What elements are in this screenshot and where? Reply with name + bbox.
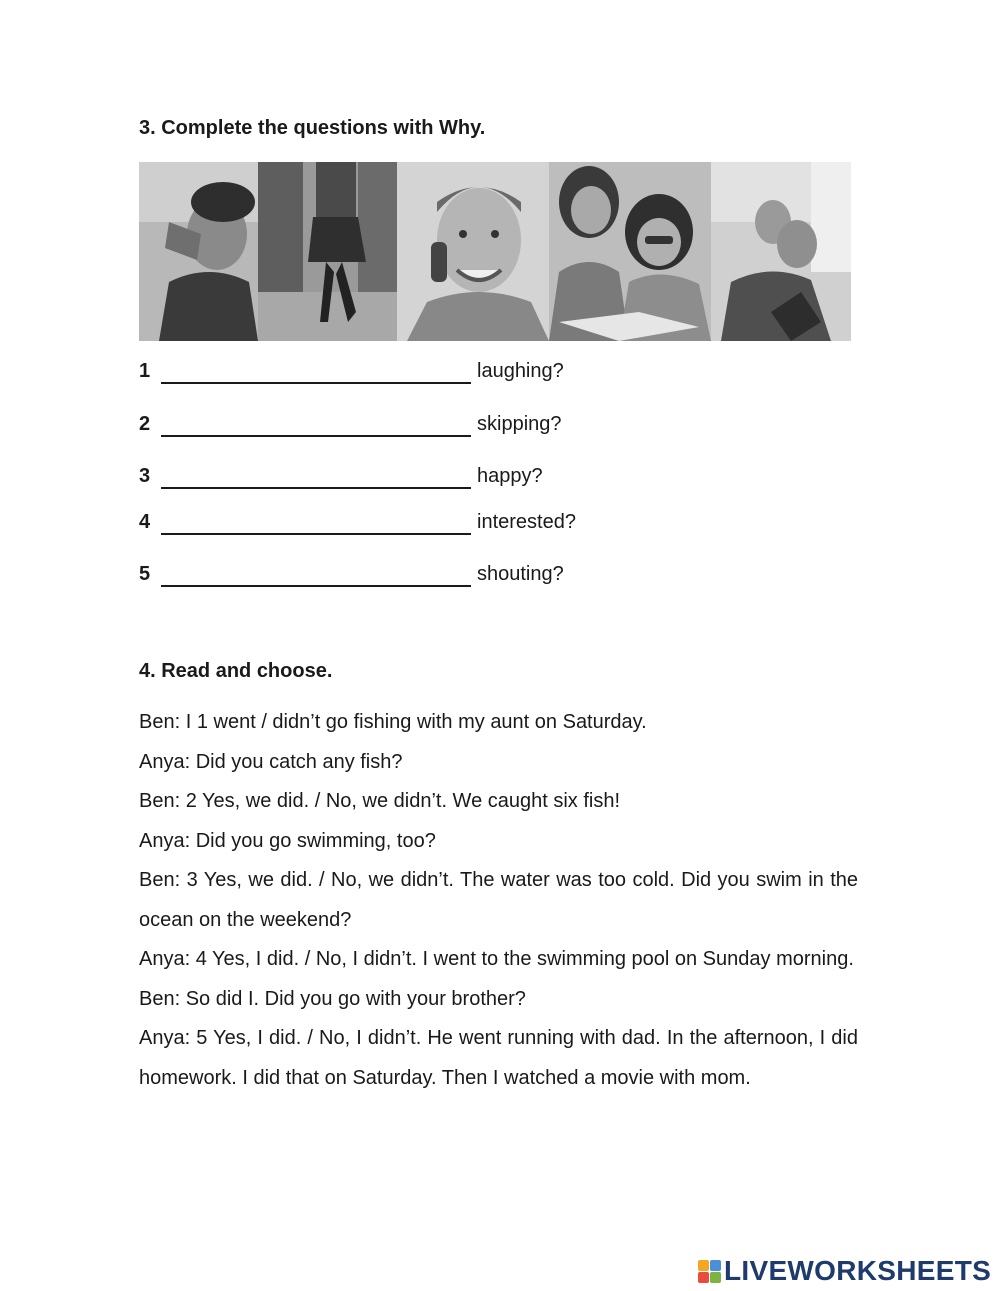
choice-option-1[interactable]: went / didn’t go [213,711,349,733]
dialogue-line-8 [139,1019,858,1098]
question-number: 4 [139,511,151,533]
question-row-4 [139,511,576,535]
question-row-5 [139,563,564,587]
answer-field-3[interactable] [161,467,471,489]
choice-option-5[interactable]: Yes, we did. / No, we didn’t. [203,869,454,891]
dialogue-line-5 [139,861,858,940]
speaker-name: Anya: [139,750,191,773]
speaker-name: Ben: [139,869,181,891]
question-ending: happy? [477,465,543,487]
dialogue-line-6 [139,940,858,980]
speaker-name: Anya: [139,1027,191,1049]
choice-option-8[interactable]: Yes, I did. / No, I didn’t. [213,1027,422,1049]
answer-field-1[interactable] [161,362,471,384]
dialogue-text-segment: Did you catch any fish? [195,750,403,773]
question-ending: skipping? [477,413,562,435]
question-ending: laughing? [477,360,564,382]
dialogue-text-segment: I went to the swimming pool on Sunday morning. [416,948,854,970]
answer-field-2[interactable] [161,415,471,437]
question-number: 5 [139,563,151,585]
dialogue-text-segment: We caught six fish! [447,790,621,812]
dialogue-text-segment: 5 [196,1027,214,1049]
question-number: 2 [139,413,151,435]
dialogue-text-segment: 2 [185,790,203,812]
dialogue-text [139,703,858,1098]
section-4-heading: 4. Read and choose. [139,660,333,682]
speaker-name: Ben: [139,711,181,733]
speaker-name: Ben: [139,987,181,1010]
section-3-heading: 3. Complete the questions with Why. [139,117,486,139]
question-number: 3 [139,465,151,487]
question-row-3 [139,465,543,489]
question-row-2 [139,413,562,437]
speaker-name: Anya: [139,829,191,852]
question-ending: interested? [477,511,576,533]
skipping-girl-icon [258,162,397,341]
dialogue-text-segment: 3 [186,869,204,891]
question-number: 1 [139,360,151,382]
answer-field-4[interactable] [161,513,471,535]
dialogue-line-7 [139,980,858,1020]
logo-blocks-icon [698,1260,721,1283]
happy-boy-phone-icon [397,162,549,341]
choice-option-6[interactable]: Yes, I did. / No, I didn’t. [212,948,417,970]
dialogue-text-segment: He went running with dad. In the afternoon, I did homework. I did that on Saturday. Then I watched a movie with mom. [139,1027,858,1089]
reading-girls-icon [549,162,711,341]
dialogue-line-2 [139,743,858,783]
dialogue-line-4 [139,822,858,862]
question-ending: shouting? [477,563,564,585]
laughing-boys-icon [711,162,851,341]
photo-strip [139,162,851,341]
dialogue-line-1 [139,703,858,743]
dialogue-text-segment: fishing with my aunt on Saturday. [348,711,647,733]
dialogue-text-segment: I 1 [185,711,214,733]
choice-option-3[interactable]: Yes, we did. / No, we didn’t. [202,790,447,812]
speaker-name: Ben: [139,790,181,812]
dialogue-text-segment: 4 [195,948,213,970]
question-row-1 [139,360,564,384]
answer-field-5[interactable] [161,565,471,587]
dialogue-text-segment: The water was too cold. Did you swim in the ocean on the weekend? [139,869,858,931]
liveworksheets-logo [698,1253,991,1289]
shouting-boy-icon [139,162,258,341]
dialogue-text-segment: Did you go swimming, too? [195,829,436,852]
dialogue-text-segment: So did I. Did you go with your brother? [185,987,526,1010]
dialogue-line-3 [139,782,858,822]
logo-text: LIVEWORKSHEETS [724,1255,992,1286]
speaker-name: Anya: [139,948,191,970]
